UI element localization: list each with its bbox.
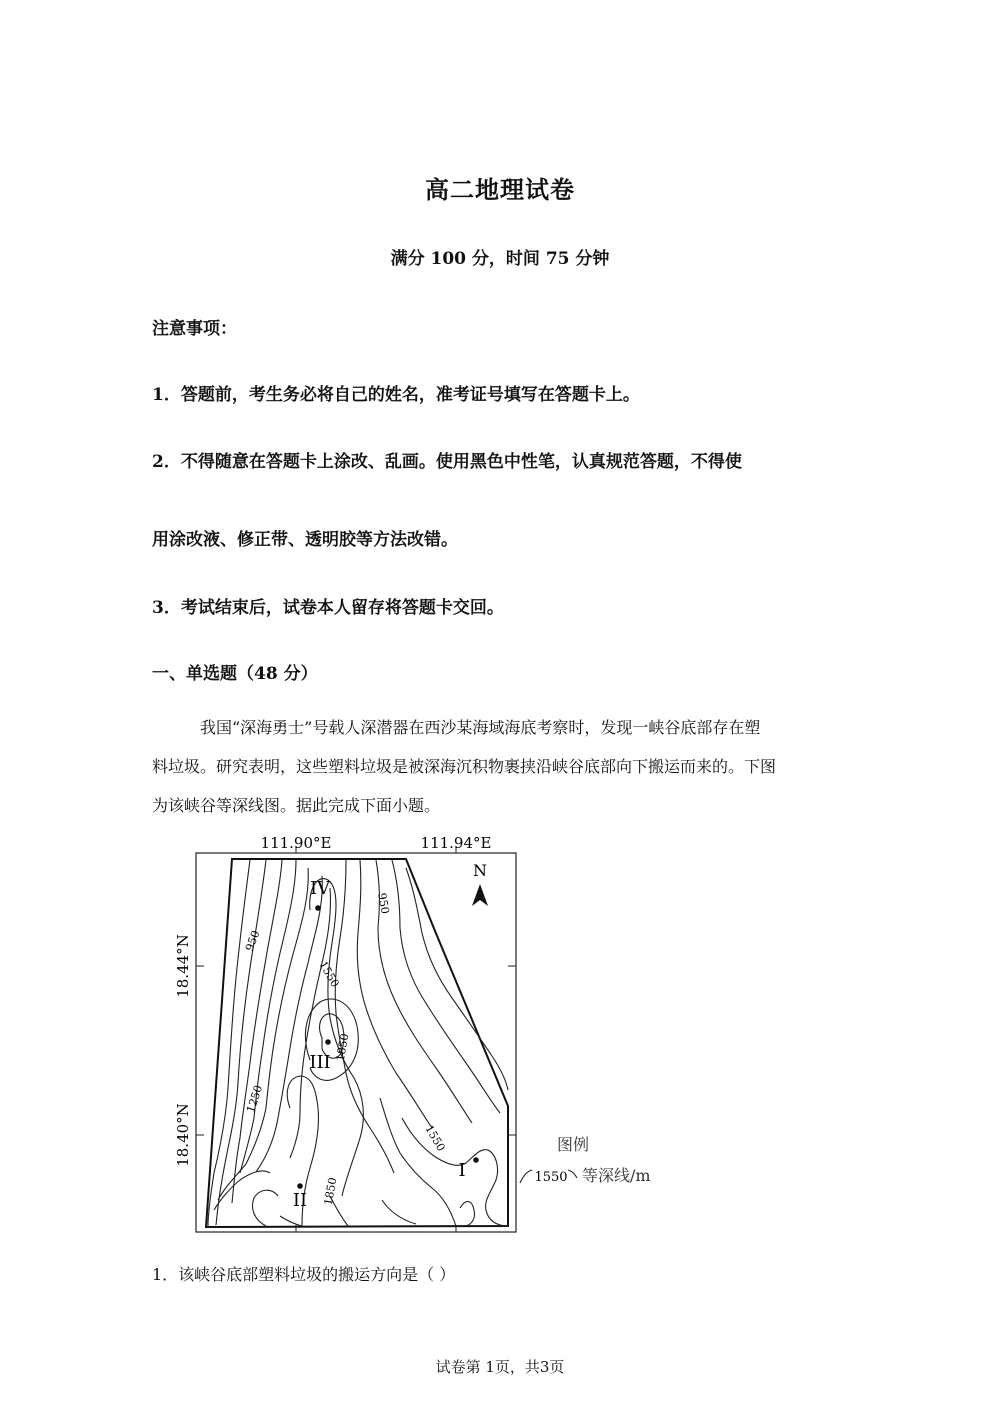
passage-line-2: 料垃圾。研究表明，这些塑料垃圾是被深海沉积物裹挟沿峡谷底部向下搬运而来的。下图 [152, 757, 777, 776]
contour-line [253, 1190, 279, 1226]
page-footer: 试卷第 1页，共3页 [435, 1358, 565, 1376]
depth-label: 1250 [244, 1083, 266, 1115]
depth-label: 1850 [321, 1176, 340, 1207]
contour-line [240, 860, 296, 1173]
point-i-marker [473, 1157, 479, 1163]
point-label-ii: II [292, 1190, 308, 1211]
notice-item-2-continued: 用涂改液、修正带、透明胶等方法改错。 [152, 530, 458, 550]
contour-line [406, 868, 508, 1090]
point-ii-marker [297, 1183, 303, 1189]
notice-item-3: 3．考试结束后，试卷本人留存将答题卡交回。 [152, 598, 504, 618]
depth-label: 1850 [333, 1032, 352, 1063]
lon-label-2: 111.94°E [420, 834, 492, 852]
depth-label: 950 [375, 891, 392, 915]
point-iv-marker [315, 905, 321, 911]
point-label-iv: IV [309, 878, 331, 899]
legend-contour-sample-left [520, 1170, 532, 1183]
point-iii-marker [325, 1039, 331, 1045]
legend-sample-value: 1550 [534, 1170, 568, 1185]
contour-line [290, 888, 331, 1158]
contour-line [376, 860, 472, 1123]
exam-info: 满分 100 分，时间 75 分钟 [390, 249, 610, 269]
canyon-depth-map [170, 828, 670, 1238]
north-arrow-icon [472, 884, 488, 906]
legend-contour-sample-right [568, 1170, 577, 1178]
legend-caption: 等深线/m [582, 1166, 651, 1185]
section-heading: 一、单选题（48 分） [152, 664, 318, 684]
contour-line [402, 1118, 508, 1226]
passage-line-3: 为该峡谷等深线图。据此完成下面小题。 [152, 796, 441, 815]
north-label: N [473, 861, 487, 880]
depth-label: 1550 [316, 958, 342, 990]
contour-line [280, 1216, 302, 1226]
contour-line [310, 879, 364, 1196]
passage-line-1: 我国“深海勇士”号载人深潜器在西沙某海域海底考察时，发现一峡谷底部存在塑 [200, 718, 761, 737]
notice-item-1: 1．答题前，考生务必将自己的姓名，准考证号填写在答题卡上。 [152, 385, 640, 405]
contour-line [232, 860, 282, 1203]
depth-label: 1550 [422, 1122, 448, 1154]
contour-line [460, 1201, 475, 1226]
lat-label-1: 18.44°N [174, 934, 192, 998]
lon-label-1: 111.90°E [260, 834, 332, 852]
legend-title: 图例 [556, 1135, 590, 1154]
point-label-i: I [458, 1160, 466, 1181]
point-label-iii: III [309, 1052, 331, 1073]
notice-heading: 注意事项： [152, 319, 237, 339]
page-title: 高二地理试卷 [425, 175, 575, 204]
lat-label-2: 18.40°N [174, 1103, 192, 1167]
question-1: 1．该峡谷底部塑料垃圾的搬运方向是（ ） [152, 1265, 456, 1284]
notice-item-2: 2．不得随意在答题卡上涂改、乱画。使用黑色中性笔，认真规范答题，不得使 [152, 452, 742, 472]
contour-line [382, 1200, 416, 1224]
depth-label: 950 [243, 928, 263, 953]
